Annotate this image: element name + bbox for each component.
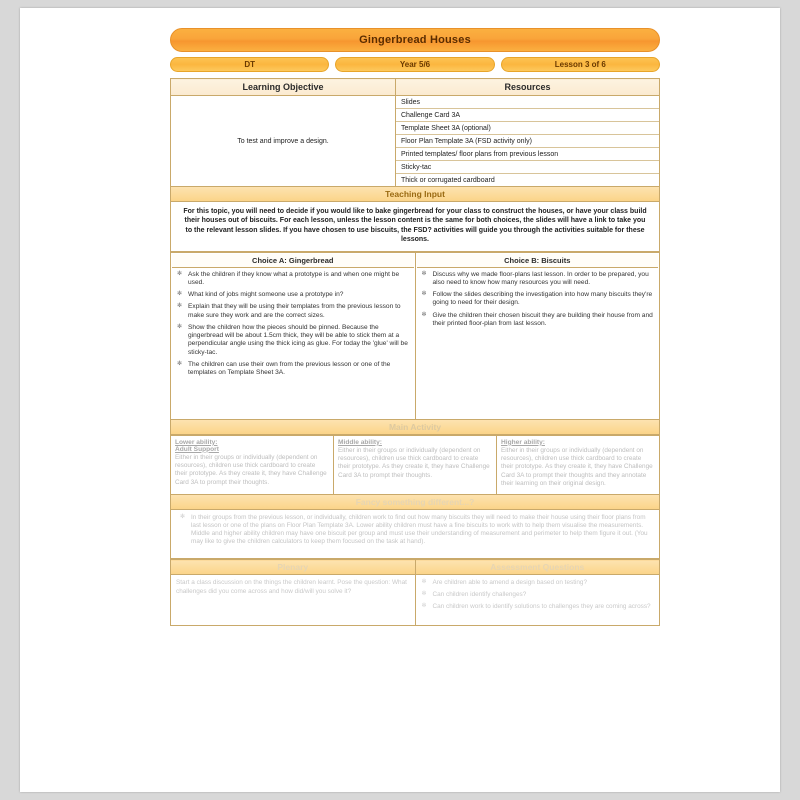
objective-resources-table	[170, 78, 660, 187]
plenary-assessment-table	[170, 559, 660, 626]
choice-columns-table	[170, 252, 660, 420]
ability-title: Higher ability:	[501, 438, 545, 446]
page-title: Gingerbread Houses	[359, 34, 471, 46]
main-activity-lower	[171, 435, 334, 495]
plenary-body	[171, 575, 416, 626]
choice-b-cell	[415, 252, 660, 419]
year-group-pill: Year 5/6	[335, 57, 494, 72]
resources-header: Resources	[395, 79, 659, 96]
plenary-text: Start a class discussion on the things the children learnt. Pose the question: What challenges did you come across and how did/will you solve it?	[176, 579, 407, 596]
fancy-something-different-header: Fancy something different...?	[170, 495, 660, 510]
teaching-input-text: For this topic, you will need to decide if you would like to bake gingerbread for your class to construct the houses, or have your class build their houses out of biscuits. For each lesson, unless the lesson content is the same for both choices, the slides will have a link to take you to the relevant lesson slides. If you have chosen to use biscuits, the FSD? activities will guide you through the activities suitable for these lessons.	[170, 202, 660, 252]
lesson-plan	[170, 28, 660, 626]
main-activity-table	[170, 435, 660, 496]
main-activity-middle	[334, 435, 497, 495]
ability-title: Lower ability:	[175, 438, 218, 446]
list-item: ✻ The children can use their own from the previous lesson or one of the templates on Template Sheet 3A.	[176, 361, 410, 377]
list-item: Printed templates/ floor plans from previous lesson	[396, 148, 659, 161]
ability-title: Middle ability:	[338, 438, 382, 446]
learning-objective-header: Learning Objective	[171, 79, 396, 96]
document-page	[20, 8, 780, 792]
list-item: Challenge Card 3A	[396, 109, 659, 122]
teaching-input-header: Teaching Input	[170, 187, 660, 202]
meta-pill-row	[170, 57, 660, 72]
list-item: Slides	[396, 96, 659, 109]
list-item: Template Sheet 3A (optional)	[396, 122, 659, 135]
choice-a-cell	[171, 252, 416, 419]
document-title-banner	[170, 28, 660, 52]
fancy-something-different-body	[170, 510, 660, 559]
subject-pill: DT	[170, 57, 329, 72]
choice-b-body	[417, 268, 659, 418]
list-item: ✻ Are children able to amend a design based on testing?	[421, 579, 655, 587]
list-item: ✻ Give the children their chosen biscuit they are building their house from and their printed floor-plan from last lesson.	[421, 312, 655, 328]
list-item: ✻ Show the children how the pieces should be pinned. Because the gingerbread will be about 1.5cm thick, they will be able to stick them at a perpendicular angle using the thick icing as glue. For today the 'glue' will be sticky-tac.	[176, 324, 410, 357]
ability-text: Either in their groups or individually (dependent on resources), children use thick cardboard to create their prototype. As they create it, they have Challenge Card 3A to prompt their thoughts and they annotate their learning on their original design.	[501, 446, 653, 488]
list-item: Thick or corrugated cardboard	[400, 176, 495, 184]
choice-a-body	[172, 268, 414, 418]
list-item: ✻ What kind of jobs might someone use a prototype in?	[176, 291, 410, 299]
list-item: ✻ Can children work to identify solutions to challenges they are coming across?	[421, 603, 655, 611]
choice-b-header: Choice B: Biscuits	[417, 254, 659, 268]
learning-objective-text: To test and improve a design.	[171, 96, 396, 187]
main-activity-higher	[497, 435, 660, 495]
list-item: ✻ In their groups from the previous lesson, or individually, children work to find out how many biscuits they will need to make their house using their floor plans from last lesson or one of the plans on Floor Plan Template 3A. Lower ability children must have a fine biscuits to work with to help them visualise the measurements. Middle and higher ability children may have one biscuit per group and must use their understanding of measurement and perimeter to help them figure it out. (You may like to give the children calculators to keep them focused on the task at hand).	[179, 514, 651, 546]
list-item: Sticky-tac	[396, 161, 659, 174]
main-activity-header: Main Activity	[170, 420, 660, 435]
list-item: Floor Plan Template 3A (FSD activity only)	[396, 135, 659, 148]
list-item: ✻ Discuss why we made floor-plans last lesson. In order to be prepared, you also need to know how many resources you will need.	[421, 271, 655, 287]
ability-text: Either in their groups or individually (dependent on resources), children use thick cardboard to create their prototype. As they create it, they have Challenge Card 3A to prompt their thoughts.	[338, 446, 490, 479]
plenary-header: Plenary	[171, 560, 416, 575]
resources-list	[395, 96, 659, 187]
list-item: ✻ Ask the children if they know what a prototype is and when one might be used.	[176, 271, 410, 287]
list-item: ✻ Follow the slides describing the investigation into how many biscuits they're going to need for their design.	[421, 291, 655, 307]
choice-a-header: Choice A: Gingerbread	[172, 254, 414, 268]
assessment-questions-body	[415, 575, 660, 626]
lesson-number-pill: Lesson 3 of 6	[501, 57, 660, 72]
list-item: ✻ Explain that they will be using their templates from the previous lesson to make sure they work and are the correct sizes.	[176, 303, 410, 319]
assessment-questions-header: Assessment Questions	[415, 560, 660, 575]
ability-text: Either in their groups or individually (dependent on resources), children use thick cardboard to create their prototype. As they create it, they have Challenge Card 3A to prompt their thoughts.	[175, 453, 327, 486]
list-item: ✻ Can children identify challenges?	[421, 591, 655, 599]
ability-subtitle: Adult Support	[175, 445, 219, 453]
